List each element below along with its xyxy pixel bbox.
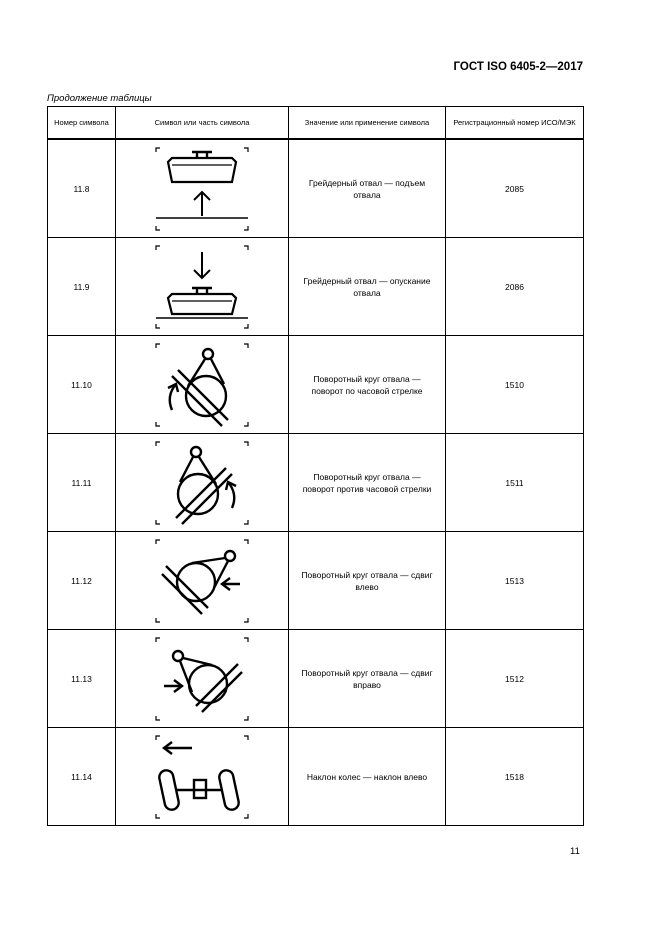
registration-number: 2085 <box>446 139 584 238</box>
table-row <box>48 728 584 826</box>
symbols-table <box>47 106 584 826</box>
registration-number: 2086 <box>446 238 584 336</box>
document-header: ГОСТ ISO 6405-2—2017 <box>453 61 583 73</box>
circle-rotate-counterclockwise-icon <box>152 438 252 528</box>
circle-shift-right-icon <box>152 634 252 724</box>
symbol-meaning: Поворотный круг отвала — поворот по часовой стрелке <box>311 373 423 396</box>
symbol-number: 11.10 <box>48 336 116 434</box>
table-row <box>48 238 584 336</box>
table-row <box>48 532 584 630</box>
symbol-number: 11.12 <box>48 532 116 630</box>
registration-number: 1512 <box>446 630 584 728</box>
symbol-number: 11.14 <box>48 728 116 826</box>
column-header-registration: Регистрационный номер ИСО/МЭК <box>446 107 584 140</box>
registration-number: 1513 <box>446 532 584 630</box>
symbol-number: 11.13 <box>48 630 116 728</box>
column-header-symbol: Символ или часть символа <box>116 107 289 140</box>
registration-number: 1518 <box>446 728 584 826</box>
grader-blade-raise-icon <box>152 144 252 234</box>
circle-shift-left-icon <box>152 536 252 626</box>
grader-blade-lower-icon <box>152 242 252 332</box>
symbol-number: 11.11 <box>48 434 116 532</box>
page-number: 11 <box>570 846 580 857</box>
table-row <box>48 630 584 728</box>
table-header-row <box>48 107 584 140</box>
registration-number: 1511 <box>446 434 584 532</box>
registration-number: 1510 <box>446 336 584 434</box>
table-row <box>48 434 584 532</box>
table-row <box>48 336 584 434</box>
symbol-meaning: Грейдерный отвал — опускание отвала <box>303 275 431 298</box>
wheel-lean-left-icon <box>152 732 252 822</box>
circle-rotate-clockwise-icon <box>152 340 252 430</box>
column-header-number: Номер символа <box>48 107 116 140</box>
column-header-meaning: Значение или применение символа <box>289 107 446 140</box>
symbol-meaning: Поворотный круг отвала — сдвиг вправо <box>301 667 433 690</box>
symbol-meaning: Поворотный круг отвала — поворот против часовой стрелки <box>302 471 432 494</box>
table-row <box>48 139 584 238</box>
symbol-meaning: Наклон колес — наклон влево <box>306 771 428 782</box>
symbol-meaning: Грейдерный отвал — подъем отвала <box>308 177 426 200</box>
symbol-meaning: Поворотный круг отвала — сдвиг влево <box>301 569 433 592</box>
table-caption: Продолжение таблицы <box>47 93 152 104</box>
symbol-number: 11.9 <box>48 238 116 336</box>
symbol-number: 11.8 <box>48 139 116 238</box>
